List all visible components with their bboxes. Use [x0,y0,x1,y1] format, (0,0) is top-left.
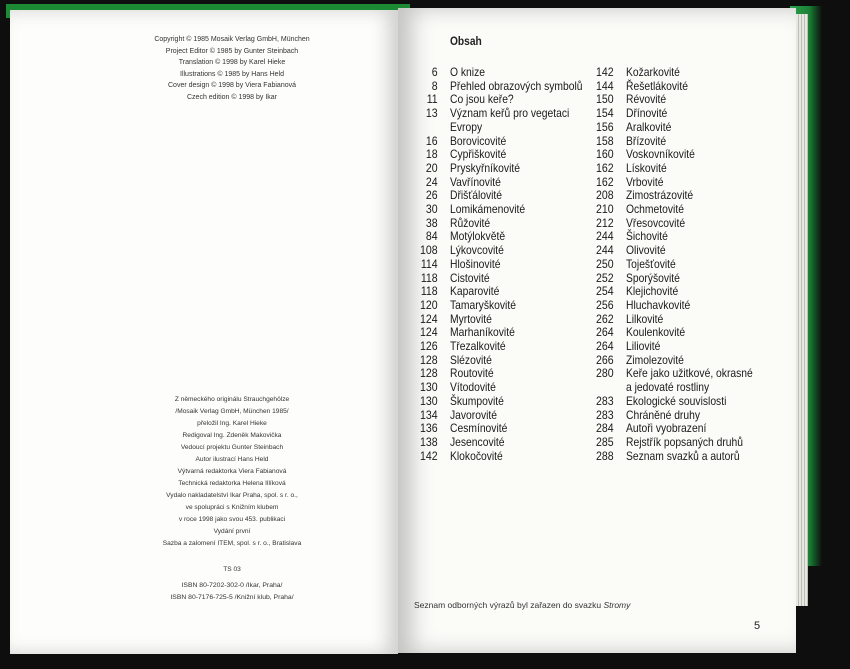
toc-entry-title: Vítodovité [450,380,496,395]
toc-entry [580,189,773,203]
toc-entry-title: Klokočovité [450,448,503,463]
toc-entry-title: Klejichovité [626,284,679,299]
toc-entry-title: Lilkovité [626,311,664,326]
toc-entry [580,162,773,176]
toc-entry [400,121,604,135]
toc-entry [580,326,773,340]
toc-entry [580,395,773,409]
toc-page-number: 252 [596,270,614,285]
toc-entry [400,148,604,162]
toc-page-number: 118 [420,284,438,299]
toc-page-number: 212 [596,215,614,230]
toc-entry [400,107,604,121]
toc-page-number: 244 [596,243,614,258]
toc-entry-title: Olivovité [626,243,666,258]
credit-line: Illustrations © 1985 by Hans Held [180,70,284,78]
toc-entry [580,272,773,286]
toc-title: Obsah [450,34,482,48]
copyright-credits [112,34,352,103]
toc-entry-title: Aralkovité [626,119,672,134]
imprint-line: přeložil Ing. Karel Hieke [197,420,267,427]
page-stack-edge [796,14,808,606]
toc-page-number: 244 [596,229,614,244]
toc-entry [400,162,604,176]
toc-entry [400,285,604,299]
imprint-line: Technická redaktorka Helena Illíková [178,480,286,487]
toc-page-number: 162 [596,160,614,175]
toc-page-number: 144 [596,78,614,93]
toc-page-number: 142 [420,448,438,463]
imprint-line: Vedoucí projektu Gunter Steinbach [180,444,284,451]
imprint-line: Z německého originálu Strauchgehölze [174,396,290,403]
toc-page-number: 134 [420,407,438,422]
imprint-line: /Mosaik Verlag GmbH, München 1985/ [175,408,289,415]
toc-entry-title: Keře jako užitkové, okrasné [626,366,753,381]
toc-page-number: 285 [596,434,614,449]
toc-page-number: 210 [596,202,614,217]
toc-entry-title: Sporýšovité [626,270,680,285]
toc-page-number: 266 [596,352,614,367]
toc-entry [400,436,604,450]
toc-entry [400,409,604,423]
toc-entry [400,340,604,354]
toc-page-number: 283 [596,407,614,422]
toc-page-number: 208 [596,188,614,203]
toc-entry [400,354,604,368]
toc-entry-title: Pryskyřníkovité [450,160,520,175]
toc-entry [580,436,773,450]
toc-entry [580,409,773,423]
toc-entry [400,299,604,313]
toc-page-number: 162 [596,174,614,189]
toc-entry-title: O knize [450,65,485,79]
toc-entry-title: Zimolezovité [626,352,684,367]
toc-page-number: 118 [420,270,438,285]
toc-entry-title: Hluchavkovité [626,297,691,312]
imprint-line: v roce 1998 jako svou 453. publikaci [178,516,286,523]
toc-entry-title: Tamaryškovité [450,297,516,312]
footnote-text: Seznam odborných výrazů byl zařazen do svazku [414,600,604,610]
toc-entry-title: Jesencovité [450,434,505,449]
toc-entry [580,285,773,299]
toc-entry [400,217,604,231]
imprint-line: ve spolupráci s Knižním klubem [185,504,279,511]
toc-entry [400,203,604,217]
toc-entry [400,258,604,272]
toc-entry-title: Kožarkovité [626,65,680,79]
toc-entry-title: Motýlokvětě [450,229,506,244]
toc-entry [400,66,604,80]
toc-entry [400,244,604,258]
toc-page-number: 124 [420,325,438,340]
toc-page-number: 6 [431,65,438,79]
toc-entry [580,313,773,327]
toc-entry [400,450,604,464]
page-number: 5 [754,620,761,632]
toc-entry-title: Javorovité [450,407,498,422]
toc-entry-title: Dřínovité [626,106,668,121]
toc-page-number: 142 [596,65,614,79]
toc-entry [400,313,604,327]
toc-entry-title: Hlošinovité [450,256,501,271]
toc-entry-title: Co jsou keře? [450,92,514,107]
toc-entry [580,93,773,107]
toc-entry-title: Ochmetovité [626,202,684,217]
toc-page-number: 124 [420,311,438,326]
toc-entry [400,367,604,381]
toc-entry-title: Vrbovité [626,174,664,189]
toc-page-number: 154 [596,106,614,121]
toc-entry [400,395,604,409]
toc-page-number: 136 [420,421,438,436]
toc-entry [400,272,604,286]
toc-page-number: 130 [420,380,438,395]
toc-page-number: 288 [596,448,614,463]
imprint-line: Vydalo nakladatelství Ikar Praha, spol. s r. o., [166,492,298,499]
toc-entry [580,354,773,368]
toc-page-number: 8 [431,78,438,93]
toc-entry [580,107,773,121]
toc-page-number: 138 [420,434,438,449]
toc-entry [580,66,773,80]
toc-entry-title: Toješťovité [626,256,676,271]
imprint-line: Redigoval Ing. Zdeněk Makovička [182,432,282,439]
toc-entry-title: Význam keřů pro vegetaci [450,106,570,121]
toc-entry-title: Voskovníkovité [626,147,695,162]
toc-entry [400,80,604,94]
toc-page-number: 264 [596,339,614,354]
toc-entry-title: Cesmínovité [450,421,508,436]
toc-column-1 [400,66,604,463]
toc-entry [580,450,773,464]
imprint-line: Výtvarná redaktorka Viera Fabianová [177,468,287,475]
footnote-volume: Stromy [603,600,631,610]
toc-entry-title: Myrtovité [450,311,492,326]
toc-entry-title: Zimostrázovité [626,188,694,203]
credit-line: Translation © 1998 by Karel Hieke [178,59,286,66]
toc-entry [400,422,604,436]
toc-entry [580,203,773,217]
isbn-line: ISBN 80-7176-725-5 /Knižní klub, Praha/ [170,593,294,601]
toc-entry-title: Škumpovité [450,393,504,408]
toc-page-number: 18 [425,147,438,162]
toc-entry-title: Lomikámenovité [450,202,526,217]
toc-page-number: 150 [596,92,614,107]
toc-entry [580,422,773,436]
toc-entry-title: Routovité [450,366,494,381]
toc-entry-title: Lískovité [626,160,667,175]
toc-page-number: 24 [425,174,438,189]
toc-entry-title: Kaparovité [450,284,500,299]
credit-line: Project Editor © 1985 by Gunter Steinbach [165,47,299,55]
toc-page-number: 13 [425,106,438,121]
ts-code: TS 03 [223,566,241,573]
toc-page-number: 128 [420,366,438,381]
toc-entry [580,217,773,231]
imprint-block [112,394,352,576]
toc-page-number: 283 [596,393,614,408]
toc-page-number: 20 [425,160,438,175]
toc-page-number: 30 [425,202,438,217]
toc-page-number: 108 [420,243,438,258]
toc-entry [580,244,773,258]
credit-line: Cover design © 1998 by Viera Fabianová [168,82,296,89]
toc-page-number: 84 [425,229,438,244]
isbn-line: ISBN 80-7202-302-0 /Ikar, Praha/ [181,582,283,589]
toc-entry-title: Vřesovcovité [626,215,686,230]
toc-entry [580,381,773,395]
toc-entry-title: Řešetlákovité [626,78,688,93]
toc-page-number: 114 [420,256,438,271]
imprint-line: Vydání první [213,528,251,535]
toc-column-2 [580,66,773,463]
toc-page-number: 126 [420,339,438,354]
toc-entry-title: Ekologické souvislosti [626,393,727,408]
toc-entry-title: Borovicovité [450,133,507,148]
toc-entry [580,121,773,135]
toc-entry-title: a jedovaté rostliny [626,380,710,395]
toc-page-number: 16 [425,133,438,148]
toc-entry-title: Třezalkovité [450,339,506,354]
toc-entry-title: Seznam svazků a autorů [626,448,740,463]
toc-page-number: 156 [596,119,614,134]
toc-page-number: 158 [596,133,614,148]
toc-entry [400,326,604,340]
toc-entry [580,148,773,162]
toc-page-number: 264 [596,325,614,340]
toc-entry [400,381,604,395]
toc-page-number [406,121,450,135]
toc-entry-title: Chráněné druhy [626,407,701,422]
toc-page-number: 38 [425,215,438,230]
toc-entry-title: Liliovité [626,339,661,354]
credit-line: Czech edition © 1998 by Ikar [187,93,277,101]
toc-page-number: 130 [420,393,438,408]
toc-entry-title: Rejstřík popsaných druhů [626,434,744,449]
toc-entry-title: Marhaníkovité [450,325,515,340]
toc-entry-title: Cypřiškovité [450,147,507,162]
toc-entry-title: Vavřínovité [450,174,501,189]
toc-entry [580,367,773,381]
toc-entry [580,258,773,272]
toc-entry [580,135,773,149]
toc-page-number: 280 [596,366,614,381]
toc-entry-title: Růžovité [450,215,491,230]
toc-entry-title: Lýkovcovité [450,243,504,258]
toc-page-number: 262 [596,311,614,326]
toc-entry-title: Dřišťálovité [450,188,503,203]
toc-entry [400,230,604,244]
toc-entry [400,135,604,149]
toc-page-number [586,381,626,395]
toc-entry [400,93,604,107]
toc-entry-title: Slézovité [450,352,492,367]
credit-line: Copyright © 1985 Mosaik Verlag GmbH, München [154,36,310,43]
toc-entry-title: Přehled obrazových symbolů [450,78,583,93]
toc-page-number: 128 [420,352,438,367]
toc-entry-title: Autoři vyobrazení [626,421,707,436]
toc-page-number: 26 [425,188,438,203]
toc-entry [580,80,773,94]
imprint-line: Sazba a zalomení ITEM, spol. s r. o., Bratislava [162,540,302,547]
toc-entry-title: Koulenkovité [626,325,686,340]
toc-entry [580,230,773,244]
toc-page-number: 250 [596,256,614,271]
toc-page-number: 256 [596,297,614,312]
isbn-block [112,580,352,603]
imprint-line: Autor ilustrací Hans Held [195,456,269,463]
toc-page-number: 254 [596,284,614,299]
toc-entry-title: Břízovité [626,133,667,148]
toc-entry [580,340,773,354]
toc-page-number: 284 [596,421,614,436]
toc-page-number: 160 [596,147,614,162]
toc-entry-title: Révovité [626,92,667,107]
toc-page-number: 11 [426,92,438,107]
toc-page-number: 120 [420,297,438,312]
toc-entry [580,299,773,313]
footnote [414,600,630,610]
toc-entry-title: Šichovité [626,229,668,244]
toc-entry [580,176,773,190]
toc-entry [400,189,604,203]
toc-entry-title: Cistovité [450,270,490,285]
toc-entry [400,176,604,190]
toc-entry-title: Evropy [450,119,483,134]
